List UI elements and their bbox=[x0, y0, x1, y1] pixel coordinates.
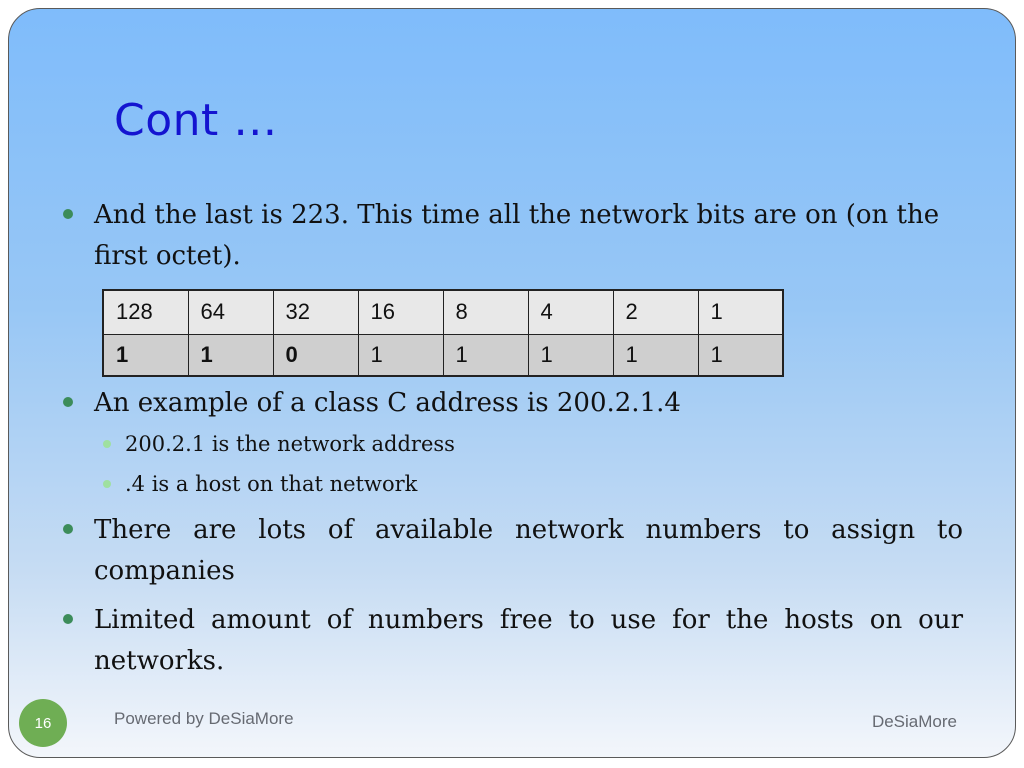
table-row bbox=[103, 334, 783, 376]
slide bbox=[8, 8, 1016, 758]
bullet-text: There are lots of available network numbers to assign to companies bbox=[94, 515, 963, 586]
table-cell: 1 bbox=[188, 334, 273, 376]
sub-bullet-text: .4 is a host on that network bbox=[125, 472, 418, 496]
table-cell: 4 bbox=[528, 290, 613, 334]
bullet-dot-icon bbox=[63, 209, 73, 219]
table-cell: 1 bbox=[443, 334, 528, 376]
footer-brand: DeSiaMore bbox=[871, 712, 957, 731]
slide-title: Cont … bbox=[114, 95, 278, 146]
bullet-item bbox=[59, 383, 963, 424]
slide-content bbox=[59, 195, 963, 682]
page-number-badge: 16 bbox=[19, 699, 67, 747]
table-cell: 8 bbox=[443, 290, 528, 334]
table-cell: 1 bbox=[698, 290, 783, 334]
bullet-dot-icon bbox=[63, 397, 73, 407]
sub-bullet-text: 200.2.1 is the network address bbox=[125, 432, 455, 456]
table-cell: 1 bbox=[103, 334, 188, 376]
sub-bullet-dot-icon bbox=[103, 440, 111, 448]
sub-bullet-item bbox=[59, 424, 963, 464]
bullet-text: An example of a class C address is 200.2.1.4 bbox=[94, 388, 681, 418]
table-cell: 1 bbox=[613, 334, 698, 376]
table-cell: 0 bbox=[273, 334, 358, 376]
bullet-item bbox=[59, 600, 963, 682]
bullet-item bbox=[59, 510, 963, 592]
bullet-dot-icon bbox=[63, 614, 73, 624]
table-cell: 1 bbox=[528, 334, 613, 376]
table-cell: 128 bbox=[103, 290, 188, 334]
bullet-item bbox=[59, 195, 963, 277]
table-cell: 16 bbox=[358, 290, 443, 334]
table-cell: 2 bbox=[613, 290, 698, 334]
table-cell: 1 bbox=[698, 334, 783, 376]
bullet-text: And the last is 223. This time all the network bits are on (on the first octet). bbox=[94, 200, 940, 271]
bullet-dot-icon bbox=[63, 524, 73, 534]
table-row bbox=[103, 290, 783, 334]
sub-bullet-item bbox=[59, 464, 963, 504]
table-cell: 32 bbox=[273, 290, 358, 334]
bit-table bbox=[102, 289, 784, 377]
sub-bullet-dot-icon bbox=[103, 480, 111, 488]
table-cell: 1 bbox=[358, 334, 443, 376]
table-cell: 64 bbox=[188, 290, 273, 334]
bullet-text: Limited amount of numbers free to use for the hosts on our networks. bbox=[94, 605, 963, 676]
footer-powered-by: Powered by DeSiaMore bbox=[114, 709, 294, 728]
